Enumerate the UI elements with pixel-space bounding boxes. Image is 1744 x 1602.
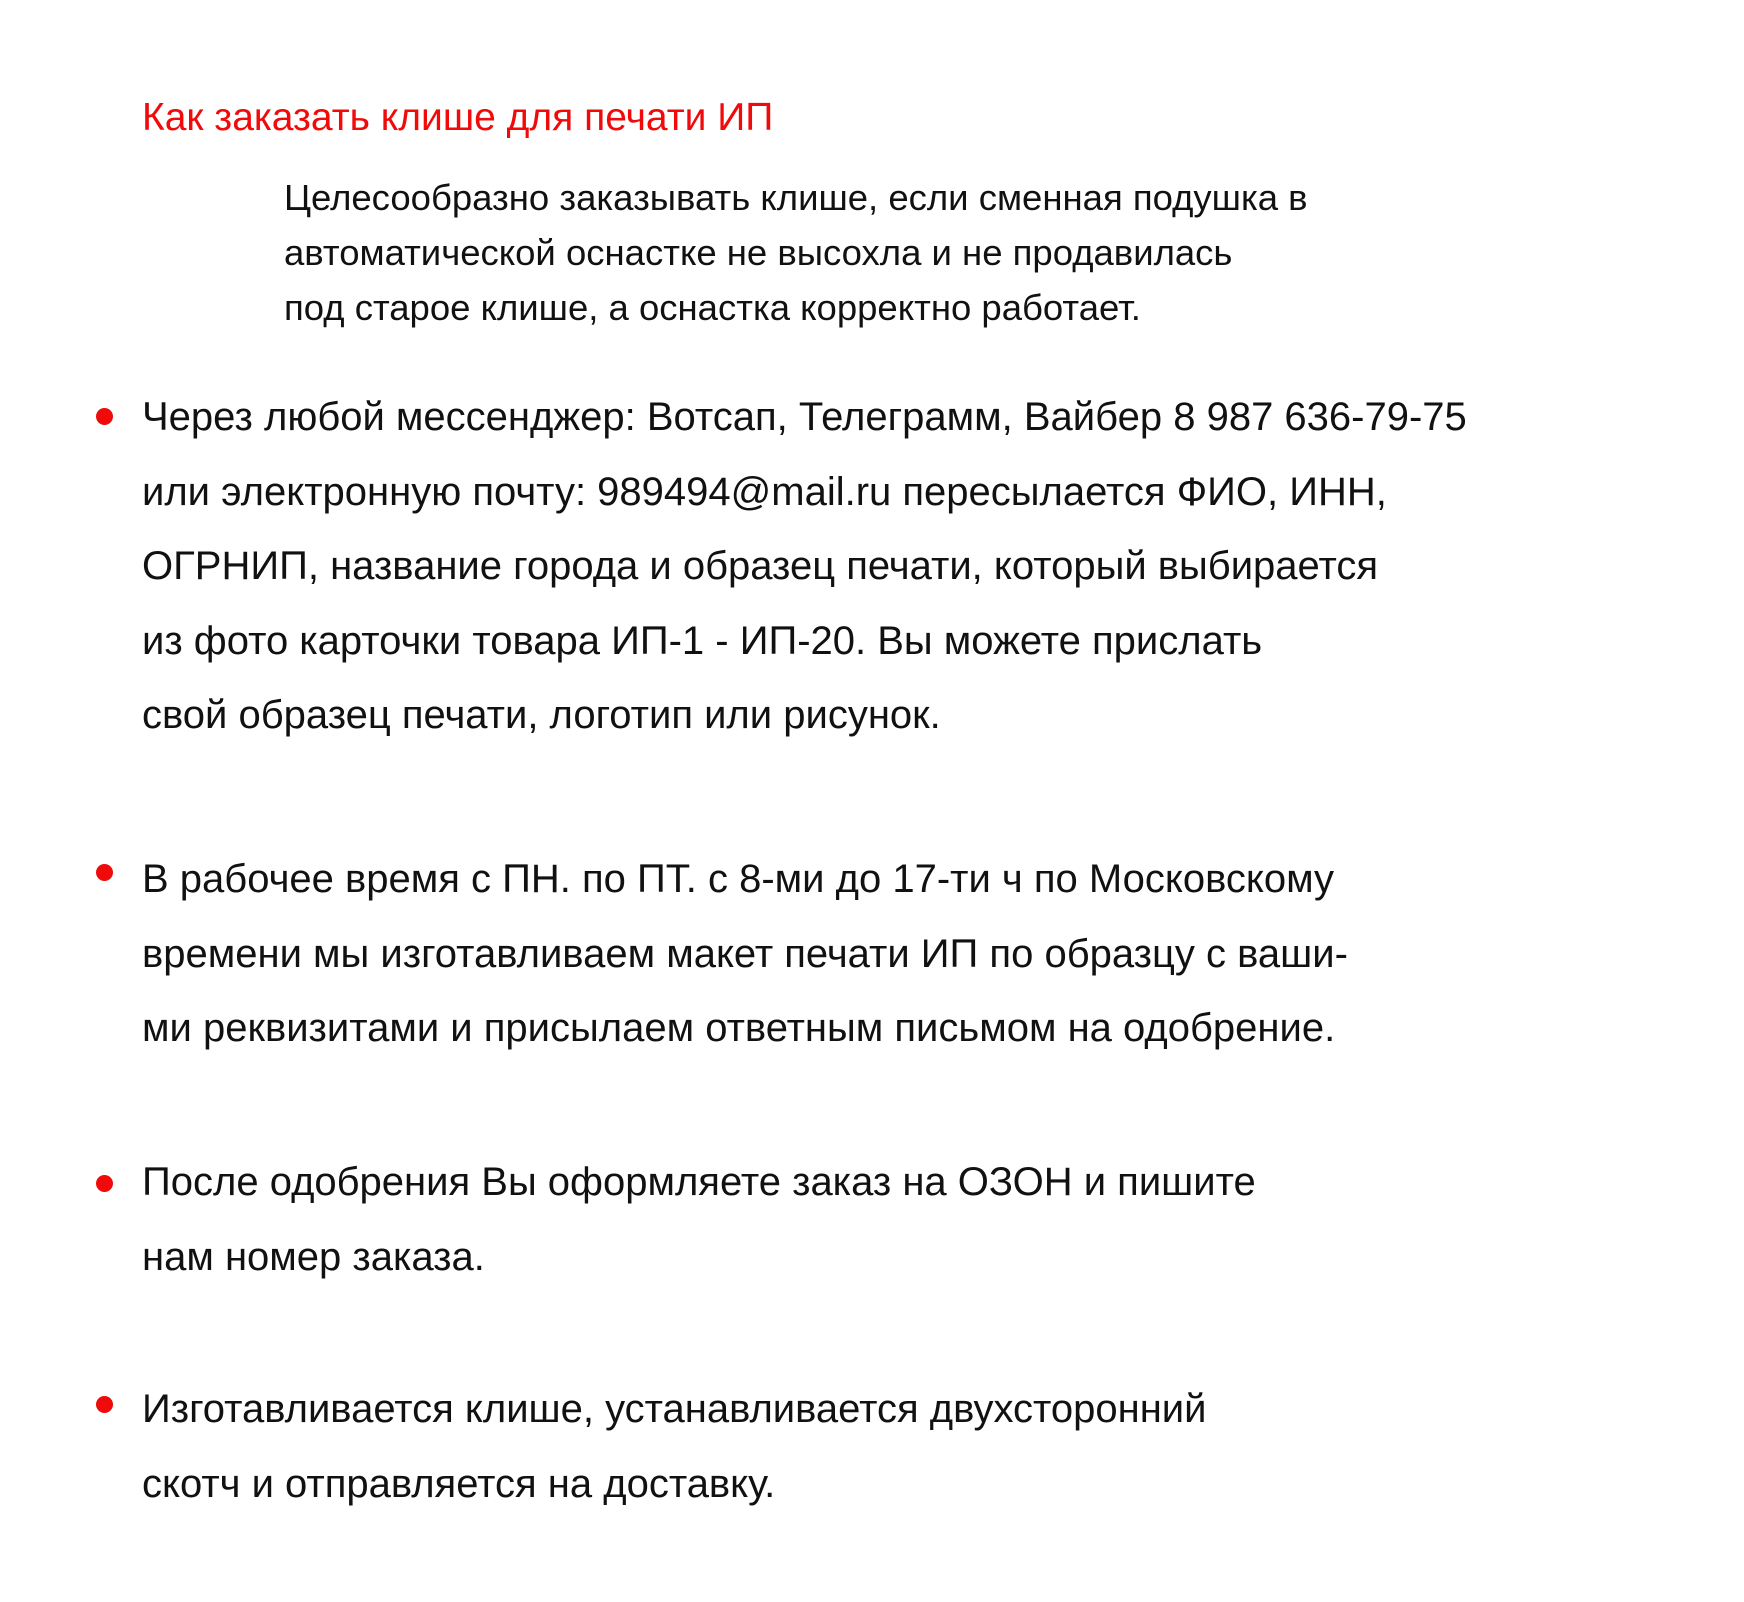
bullet-line: свой образец печати, логотип или рисунок. [142, 693, 941, 737]
bullet-line: времени мы изготавливаем макет печати ИП по образцу с ваши- [142, 931, 1348, 976]
bullet-line: ОГРНИП, название города и образец печати, который выбирается [142, 544, 1378, 588]
bullet-line: нам номер заказа. [142, 1234, 485, 1279]
bullet-line: или электронную почту: 989494@mail.ru пересылается ФИО, ИНН, [142, 469, 1387, 514]
bullet-line: из фото карточки товара ИП-1 - ИП-20. Вы можете прислать [142, 618, 1263, 663]
bullet-dot-icon [96, 864, 113, 881]
bullet-item-order [142, 1145, 1256, 1294]
bullet-item-production [142, 1372, 1206, 1521]
intro-line: автоматической оснастке не высохла и не продавилась [284, 232, 1233, 273]
bullet-line: После одобрения Вы оформляете заказ на ОЗОН и пишите [142, 1160, 1256, 1204]
bullet-dot-icon [96, 1175, 113, 1192]
bullet-line: ми реквизитами и присылаем ответным письмом на одобрение. [142, 1006, 1336, 1050]
bullet-line: Изготавливается клише, устанавливается двухсторонний [142, 1387, 1207, 1431]
bullet-line: Через любой мессенджер: Вотсап, Телеграмм, Вайбер 8 987 636-79-75 [142, 395, 1467, 439]
bullet-line: В рабочее время с ПН. по ПТ. с 8-ми до 17-ти ч по Московскому [142, 857, 1335, 901]
bullet-item-contacts [142, 380, 1467, 753]
intro-paragraph [284, 170, 1308, 335]
intro-line: Целесообразно заказывать клише, если сменная подушка в [284, 177, 1308, 218]
page-title: Как заказать клише для печати ИП [142, 96, 774, 139]
bullet-dot-icon [96, 408, 113, 425]
bullet-dot-icon [96, 1396, 113, 1413]
intro-line: под старое клише, а оснастка корректно работает. [284, 287, 1141, 328]
bullet-line: скотч и отправляется на доставку. [142, 1461, 776, 1506]
bullet-item-working-hours [142, 842, 1348, 1066]
